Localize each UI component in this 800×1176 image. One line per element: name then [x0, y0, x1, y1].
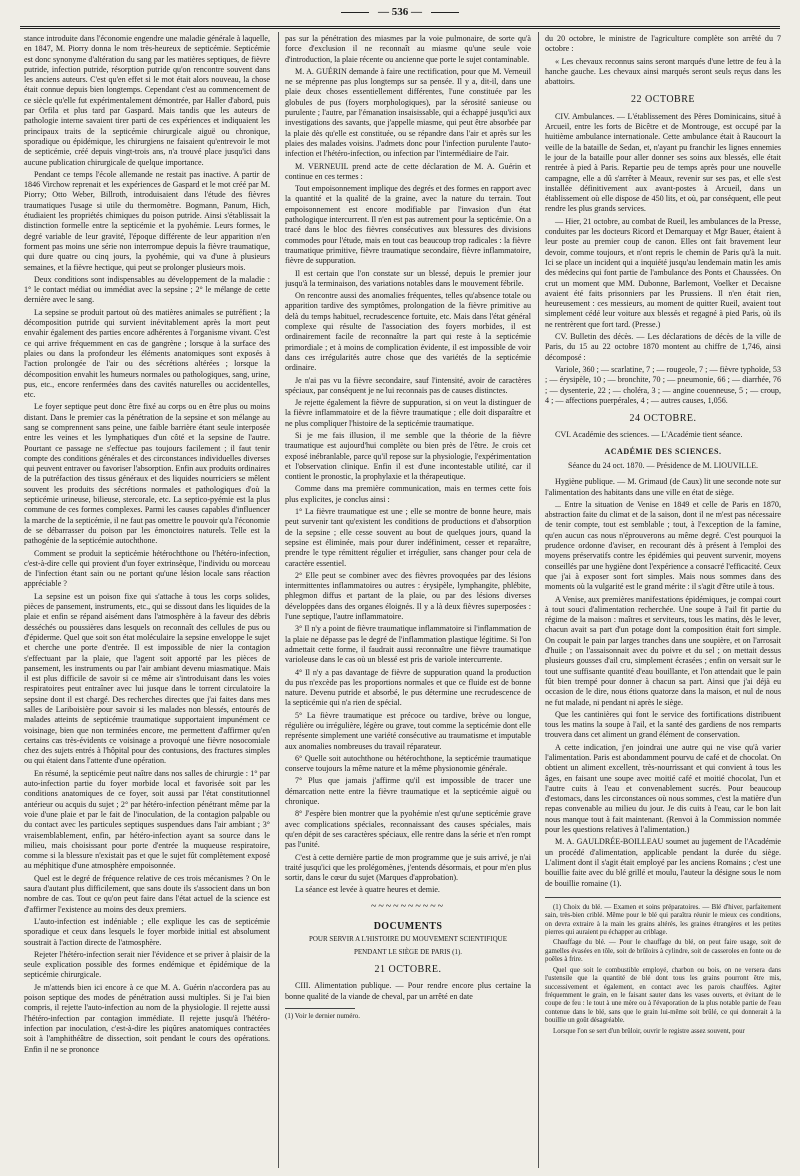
- paragraph: 4° Il n'y a pas davantage de fièvre de suppuration quand la production du pus n'excède pas les proportions normales et que ce fluide est de bonne nature. Devenu putride et absorbé, le pus détermine une recrudescence de la septicémie qui n'a rien de spécial.: [285, 667, 531, 708]
- paragraph: L'auto-infection est indéniable ; elle explique les cas de septicémie sporadique et ceux dans lesquels le foyer morbide initial est absolument soustrait à l'action directe de l'atmosphère.: [24, 916, 270, 947]
- paragraph: Variole, 360 ; — scarlatine, 7 ; — rougeole, 7 ; — fièvre typhoïde, 53 ; — érysipèle, 10 ; — bronchite, 70 ; — pneumonie, 66 ; — diarrhée, 76 ; — dysenterie, 22 ; — choléra, 3 ; — angine couenneuse, 5 ; — croup, 4 ; — affections puerpérales, 4 ; — autres causes, 1,056.: [545, 364, 781, 405]
- paragraph: « Les chevaux reconnus sains seront marqués d'une lettre de feu à la hanche gauche. Les chevaux ainsi marqués seront seuls reçus dans les abattoirs.: [545, 56, 781, 87]
- paragraph: 8° J'espère bien montrer que la pyohémie n'est qu'une septicémie grave avec complications spéciales, reconnaissant des causes spéciales, mais qu'en dépit de ses caractères spéciaux, elle rentre dans la série et n'en rompt pas l'unité.: [285, 809, 531, 850]
- page-number: — 536 —: [378, 6, 422, 18]
- session-line: Séance du 24 oct. 1870. — Présidence de M. LIOUVILLE.: [568, 460, 758, 470]
- paragraph: 3° Il n'y a point de fièvre traumatique inflammatoire si l'inflammation de la plaie ne dépasse pas le degré de l'inflammation plastique légitime. Si l'on admettait cette forme, il faudrait aussi reconnaître une fièvre traumatique varioleuse dans le cas où un blessé est pris de variole intercurrente.: [285, 624, 531, 665]
- academy-title: ACADÉMIE DES SCIENCES.: [604, 446, 722, 456]
- paragraph: Pendant ce temps l'école allemande ne restait pas inactive. A partir de 1846 Virchow reprenait et les expériences de Gaspard et le mot créé par M. Piorry; Otto Weber, Billroth, introduisaient dans l'étude des fièvres traumatiques l'usage si utile du thermomètre. Bogmann, Panum, Hich, étudiaient les propriétés chimiques du poison putride. Ainsi s'établissait la distinction formelle entre la septicémie et la pyohémie. Leurs formes, le degré variable de leur gravité, l'époque différente de leur apparition n'en forment pas moins une série non interrompue depuis la fièvre traumatique, qui dure quatre ou cinq jours, la pyohémie, qui va d'une à plusieurs semaines, et la fièvre hectique, qui peut se prolonger plusieurs mois.: [24, 169, 270, 272]
- paragraph: Tout empoisonnement implique des degrés et des formes en rapport avec la quantité et la qualité de la graine, avec la nature du terrain. Tout empoisonnement est encore modifiable par l'invasion d'un état pathologique intercurrent. Il n'en est pas autrement pour la septicémie. On a tracé dans le bloc des fièvres consécutives aux blessures des divisions commodes pour l'étude, mais en tout cas beaucoup trop radicales : la fièvre traumatique primitive, fièvre traumatique secondaire, fièvre inflammatoire, fièvre de suppuration.: [285, 184, 531, 266]
- paragraph: 6° Quelle soit autochthone ou hétérochthone, la septicémie traumatique conserve toujours la même nature et la même physionomie générale.: [285, 753, 531, 774]
- paragraph: Rejeter l'hétéro-infection serait nier l'évidence et se priver à plaisir de la seule explication possible des formes endémique et épidémique de la septicémie chirurgicale.: [24, 949, 270, 980]
- footnote-separator: [285, 1008, 355, 1009]
- footnote-separator: [545, 897, 781, 898]
- footnote-paragraph: Quel que soit le combustible employé, charbon ou bois, on ne versera dans l'ustensile que la quantité de blé dont tous les grains pourront être mis, successivement et également, en contact avec les parois chauffées. Agiter fréquemment le grain, en le faisant sauter dans les vases ouverts, et évitant de le coupe de feu : le tout à une mère ou à l'évaporation de la plus notable partie de l'eau contenue dans le blé, sans que le grain lui-même soit brûlé, ce qui donnerait à la bouillie un goût désagréable.: [545, 966, 781, 1025]
- paragraph: Le foyer septique peut donc être fixé au corps ou en être plus ou moins distant. Dans le premier cas la pénétration de la sepsine et son mélange au sang se comprennent sans peine, une faible barrière étant seule interposée entre les veines et les lymphatiques d'un côté et la sepsine de l'autre. Pourtant ce passage ne s'effectue pas toujours facilement ; il faut tenir compte des conditions générales et des circonstances individuelles diverses qui peuvent entraver ou favoriser l'absorption. Enfin aux produits ordinaires de la putréfaction des tissus généraux et des liquides nourriciers se mêlent souvent les produits des sécrétions normales et pathologiques d'où la septicémie urineuse, bilieuse, stercorale, etc. La septico-pyémie est la plus commune de ces formes complexes. Parmi les causes capables d'influencer la marche de la septicémie, il ne faut pas omettre le pouvoir qu'a l'économie de se débarrasser du poison par les émonctoires naturels. Telle est la pathogénie de la septicémie autochthone.: [24, 402, 270, 546]
- paragraph: Comment se produit la septicémie hétérochthone ou l'hétéro-infection, c'est-à-dire celle qui provient d'un foyer extrinsèque, l'individu ou morceau de l'infection étant sain ou ne portant qu'une lésion locale sans réaction appréciable ?: [24, 548, 270, 589]
- section-ornament: ~~~~~~~~~~: [370, 900, 446, 912]
- header-rule-right: [431, 12, 459, 13]
- paragraph: CIII. Alimentation publique. — Pour rendre encore plus certaine la bonne qualité de la viande de cheval, par un arrêté en date: [285, 981, 531, 1001]
- paragraph: Deux conditions sont indispensables au développement de la maladie : 1° le contact médiat ou immédiat avec la sepsine ; 2° le mélange de cette dernière avec le sang.: [24, 274, 270, 305]
- paragraph: La séance est levée à quatre heures et demie.: [295, 885, 440, 895]
- paragraph: CVI. Académie des sciences. — L'Académie tient séance.: [555, 430, 743, 440]
- paragraph: C'est à cette dernière partie de mon programme que je suis arrivé, je n'ai traité jusqu'ici que les prolégomènes, j'entends désormais, et pour m'en plus sortir, dans le cœur du sujet (Marques d'approbation).: [285, 852, 531, 883]
- paragraph: stance introduite dans l'économie engendre une maladie générale à laquelle, en 1847, M. Piorry donna le nom très-heureux de septicémie. Septicémie est donc synonyme d'altération du sang par les matières septiques, de fièvre putride, infection putride, résorption putride qu'on rencontre souvent dans les anciens auteurs. C'est qu'en effet si le mot était alors nouveau, la chose était connue depuis bien longtemps. Cependant c'est au commencement de ce siècle qu'elle fut expérimentalement démontrée, par Haller d'abord, puis par Orfila et plus tard par Gaspard. Mais tandis que les auteurs de pathologie interne savaient tirer parti de ces expériences et indiquaient les principaux traits de la septicémie chirurgicale aiguë ou chronique, sporadique ou épidémique, les chirurgiens ne faisaient qu'entrevoir le mot de septicémie, créé depuis vingt-trois ans, n'a trouvé place jusqu'ici dans aucune publication chirurgicale de quelque importance.: [24, 34, 270, 167]
- paragraph: La sepsine se produit partout où des matières animales se putréfient ; la décomposition putride qui survient inévitablement après la mort peut envahir également des parties encore adhérentes à l'organisme vivant. C'est ce qui arrive fréquemment en cas de gangrène ; lorsque à la surface des plaies ou dans la profondeur les éléments anatomiques sont exposés à l'action prolongée de l'air ou des sécrétions altérées ; lorsque la décomposition envahit les humeurs normales ou pathologiques, sang, urine, pus, etc., encore renfermées dans des cavités naturelles ou accidentelles, etc.: [24, 307, 270, 400]
- paragraph: — Hier, 21 octobre, au combat de Rueil, les ambulances de la Presse, conduites par les docteurs Ricord et Demarquay et Mgr Bauer, étaient à leur poste au premier coup de canon. Elles ont fait bravement leur devoir, comme toujours, et n'ont repris le chemin de Paris qu'à la nuit. Ici se place un incident qui a inquiété jusqu'au lendemain matin les amis des médecins qui font partie de l'ambulance des Ponts et Chaussées. On crut un moment que MM. Dubonne, Barlemont, Voelker et Decaisne avaient été faits prisonniers par les Prussiens. Il n'en était rien, heureusement : ces messieurs, au moment de quitter Rueil, avaient tout simplement cédé leur voiture aux blessés et regagné à pied Paris, où ils ne rentrèrent que fort tard. (Presse.): [545, 216, 781, 329]
- paragraph: En résumé, la septicémie peut naître dans nos salles de chirurgie : 1° par auto-infection partie du foyer morbide local et favorisée soit par les conditions anatomiques de ce foyer, soit aussi par l'état constitutionnel antérieur ou acquis du sujet ; 2° par hétéro-infection pénétrant même par la voie d'une plaie et par le fait de l'inoculation, de la contagion palpable ou du contact avec les particules septiques suspendues dans l'air ambiant ; 3° vraisemblablement, enfin, par hétéro-infection ayant sa source dans le milieu, mais choisissant pour porte d'entrée la muqueuse respiratoire, comme si la blessure n'existait pas et que le sujet fût complètement exposé au méphitique d'une atmosphère empoisonnée.: [24, 768, 270, 871]
- documents-subtitle-2: PENDANT LE SIÈGE DE PARIS (1).: [353, 947, 463, 956]
- paragraph: M. A. GUÉRIN demande à faire une rectification, pour que M. Verneuil ne se méprenne pas plus longtemps sur sa pensée. Il y a, dit-il, dans une plaie deux choses essentiellement différentes, l'une constituée par les globules de pus (foyers morphologiques), par la sérosité sanieuse ou purulente ; l'autre, par l'émanation insaisissable, qui a échappé jusqu'ici aux investigations des savants, que j'appelle miasme, qui peut être absorbée par la plaie dès qu'elle est constituée, ou se répandre dans l'air et après sur les plaies des malades voisins. J'admets donc pour l'infection purulente l'auto-infection et l'hétéro-infection, ou infection par l'intermédiaire de l'air.: [285, 66, 531, 159]
- footnote: (1) Voir le dernier numéro.: [285, 1011, 360, 1020]
- paragraph: Je m'attends bien ici encore à ce que M. A. Guérin n'accordera pas au poison septique des modes de pénétration aussi multiples. Si je l'ai bien compris, il rejette l'auto-infection au nom de la physiologie. Il rejette aussi l'hétéro-infection par contagion immédiate. Il rejette jusqu'à l'hétéro-infection par inoculation, c'est-à-dire les piqûres anatomiques contractées soit à l'amphithéâtre de dissection, soit pendant le cours des opérations. Enfin il ne se prononce: [24, 982, 270, 1054]
- paragraph: du 20 octobre, le ministre de l'agriculture complète son arrêté du 7 octobre :: [545, 34, 781, 54]
- footnote-paragraph: Chauffage du blé. — Pour le chauffage du blé, on peut faire usage, soit de gamelles évasées en tôle, soit de brûloirs à cylindre, soit de casseroles en fonte ou de poêles à frire.: [545, 939, 781, 964]
- documents-title: DOCUMENTS: [373, 921, 443, 933]
- footnote-paragraph: (1) Choix du blé. — Examen et soins préparatoires. — Blé d'hiver, parfaitement sain, très-bien criblé. Même pour le blé qui paraîtra réunir le mieux ces conditions, on devra extraire à la main les grains altérés, les graines étrangères et les petites pierres qui auraient pu échapper au criblage.: [545, 903, 781, 937]
- page-header: [20, 6, 780, 29]
- paragraph: Si je me fais illusion, il me semble que la théorie de la fièvre traumatique est aujourd'hui complète ou bien près de l'être. Je crois cet exposé inébranlable, parce qu'il repose sur la physiologie, l'expérimentation et l'observation clinique. Enfin il est d'une incontestable utilité, car il contient le pronostic, la prophylaxie et la thérapeutique.: [285, 430, 531, 482]
- column-divider-2: [538, 32, 539, 1168]
- documents-subtitle-1: POUR SERVIR A L'HISTOIRE DU MOUVEMENT SCIENTIFIQUE: [308, 935, 507, 944]
- column-1: [24, 34, 270, 1166]
- footnote-block: [545, 904, 781, 1036]
- paragraph: Je rejette également la fièvre de suppuration, si on veut la distinguer de la fièvre inflammatoire et de la fièvre traumatique ; elle doit disparaître et ne plus compliquer l'histoire de la septicémie traumatique.: [285, 398, 531, 428]
- paragraph: ... Entre la situation de Venise en 1849 et celle de Paris en 1870, abstraction faite du climat et de la saison, dont il ne m'est pas nécessaire de tenir compte, tout est semblable ; tout, à l'exception de la famine, qu'en aucun cas nous n'éprouverons au même degré. C'est pourquoi la prudence ordonne d'aviser, en recourant dès à présent à l'emploi des moyens préservatifs contre les épidémies qui peuvent survenir, moyens conseillés par une hygiène dont l'expérience a consacré l'efficacité. Ceux que j'ai à exposer sont fort simples. Mais nous sommes dans des moments où la vulgarité est le grand mérite : il s'agit d'être utile à tous.: [545, 499, 781, 592]
- date-heading-22-october: 22 OCTOBRE: [631, 94, 695, 106]
- paragraph: M. A. GAULDRÉE-BOILLEAU soumet au jugement de l'Académie un procédé d'alimentation, applicable pendant la durée du siège. L'aliment dont il s'agit était employé par les anciens Romains ; c'est une bouillie faite avec du blé grillé et moulu, l'auteur la désigne sous le nom de bouillie romaine (1).: [545, 837, 781, 888]
- column-2: [285, 34, 531, 1166]
- paragraph: A cette indication, j'en joindrai une autre qui ne vise qu'à varier l'alimentation. Paris est abondamment pourvu de café et de chocolat. On obtient un aliment excellent, très-nourrissant et qui convient à tous les âges, en faisant une soupe avec moitié café et moitié chocolat, l'un et l'autre cuits à l'eau et convenablement sucrés. Pour beaucoup d'estomacs, dans les circonstances où nous sommes, c'est la matière d'un repas convenable au milieu du jour. Je dis cuits à l'eau, car le bon lait nous manque tout à fait maintenant. (Renvoi à la Commission nommée pour les questions relatives à l'alimentation.): [545, 742, 781, 835]
- paragraph: Comme dans ma première communication, mais en termes cette fois plus explicites, je conclus ainsi :: [285, 484, 531, 504]
- paragraph: Hygiène publique. — M. Grimaud (de Caux) lit une seconde note sur l'alimentation des habitants dans une ville en état de siège.: [545, 477, 781, 497]
- paragraph: CV. Bulletin des décès. — Les déclarations de décès de la ville de Paris, du 15 au 22 octobre 1870 montent au chiffre de 1,746, ainsi décomposé :: [545, 332, 781, 362]
- paragraph: 5° La fièvre traumatique est précoce ou tardive, brève ou longue, régulière ou irrégulière, légère ou grave, tout comme la septicémie dont elle représente simplement une variété consécutive au traumatisme et imputable aux anomalies nombreuses du travail réparateur.: [285, 710, 531, 751]
- paragraph: A Venise, aux premières manifestations épidémiques, je compai court à tout souci d'alimentation recherchée. Une soupe à l'ail fit partie du régime de la maison : maîtres et serviteurs, tous les matins, dès le lever, chacun avait sa part d'un potage dont la composition était fort simple. On coupait le pain par larges tranches dans une soupière, et on l'arrosait d'huile ; on l'assaisonnait avec du poivre et du sel ; on mettait dessus plusieurs gousses d'ail cru, simplement écrasées ; enfin on versait sur le tout une suffisante quantité d'eau bouillante, et l'on attendait que le pain fût bien trempé pour donner à chacun sa part. Ainsi que j'ai déjà eu occasion de le dire, nous étions quatorze dans la maison, et nul de nous ne fut malade, ni pendant ni après le siège.: [545, 594, 781, 707]
- paragraph: CIV. Ambulances. — L'établissement des Pères Dominicains, situé à Arcueil, entre les forts de Bicêtre et de Montrouge, est occupé par la huitième ambulance internationale. Cette ambulance était à Raucourt la veille de la bataille de Sedan, et, n'ayant pu franchir les lignes ennemies le jour de la bataille pour aller donner ses soins aux blessés, elle était rentrée à pied à Paris. Repartie peu de temps après pour une nouvelle campagne, elle a dû s'arrêter à Meaux, revenir sur ses pas, et elle s'est installée définitivement aux avant-postes à Arcueil, dans un établissement où elle dispose de 450 lits, et où, par conséquent, elle peut rendre les plus grands services.: [545, 111, 781, 214]
- date-heading-21-october: 21 OCTOBRE.: [374, 963, 442, 975]
- paragraph: La sepsine est un poison fixe qui s'attache à tous les corps solides, pièces de pansement, instruments, etc., qui se dissout dans les liquides de la plaie et enfin se répand aisément dans l'atmosphère à la faveur des débris desséchés ou poussières dans lesquels on reconnaît des cellules de pus ou d'épiderme. Quel que soit son état moléculaire la sepsine enveloppe le sujet et cherche une porte d'entrée. Il est impossible de nier la contagion s'effectuant par la plaie, que l'agent soit apporté par les pièces de pansement, les instruments ou par l'air ambiant devenu miasmatique. Mais il est plus difficile de savoir si ce même air s'introduisant dans les voies respiratoires peut entraîner avec lui jusque dans le torrent circulatoire la sepsine dont il est chargé. Des recherches directes que j'ai faites dans mes salles de Lariboisière pour savoir si les malades non blessés, entourés de malades atteints de septicémie traumatique supportaient impunément ce voisinage, bien que non terminées encore, me permettent d'affirmer qu'en certains cas très-évidents ce voisinage a provoqué une fièvre nosocomiale chez des sujets entrés à l'hôpital pour des contusions, des fractures simples ou qui étaient dans l'attente d'une opération.: [24, 591, 270, 766]
- footnote-paragraph: Lorsque l'on se sert d'un brûloir, ouvrir le registre assez souvent, pour: [553, 1027, 745, 1035]
- paragraph: Quel est le degré de fréquence relative de ces trois mécanismes ? On le saura d'autant plus difficilement, que sans doute ils s'associent dans un bon nombre de cas. Tout ce qu'on peut faire dans l'état actuel de la science est d'affirmer l'existence au moins des deux premiers.: [24, 873, 270, 914]
- paragraph: Je n'ai pas vu la fièvre secondaire, sauf l'intensité, avoir de caractères spéciaux, par conséquent je ne lui reconnais pas de causes distinctes.: [285, 375, 531, 395]
- paragraph: pas sur la pénétration des miasmes par la voie pulmonaire, de sorte qu'à force d'exclusion il ne reconnaît au miasme qu'une seule voie d'introduction, la plaie récente ou ancienne que porte le sujet contaminable.: [285, 34, 531, 64]
- paragraph: 2° Elle peut se combiner avec des fièvres provoquées par des lésions intermittentes inflammatoires ou autres : érysipèle, lymphangite, phlébite, phlegmon diffus et partant de la plaie, ou par des lésions diverses développées dans des organes éloignés. Il y a là deux fièvres superposées : l'une septique, l'autre inflammatoire.: [285, 570, 531, 622]
- date-heading-24-october: 24 OCTOBRE.: [629, 413, 697, 425]
- paragraph: 1° La fièvre traumatique est une ; elle se montre de bonne heure, mais peut survenir tant qu'existent les conditions de productions et d'absorption de la sepsine ; elle cesse souvent au bout de quelques jours, quand la sepsine est éliminée, mais pour durer indéfiniment, cesser et reparaître, prendre le type rémittent régulier et irrégulier, sans changer pour cela de caractère essentiel.: [285, 507, 531, 568]
- header-rule-left: [341, 12, 369, 13]
- paragraph: M. VERNEUIL prend acte de cette déclaration de M. A. Guérin et continue en ces termes :: [285, 161, 531, 181]
- column-3: [545, 34, 781, 1166]
- paragraph: 7° Plus que jamais j'affirme qu'il est impossible de tracer une démarcation nette entre la fièvre traumatique et la septicémie aiguë ou chronique.: [285, 776, 531, 807]
- paragraph: Que les cantinières qui font le service des fortifications distribuent tous les matins la soupe à l'ail, et la santé des gardiens de nos remparts trouvera dans cet aliment un grand élément de conservation.: [545, 709, 781, 740]
- column-divider-1: [278, 32, 279, 1168]
- paragraph: On rencontre aussi des anomalies fréquentes, telles qu'absence totale ou apparition tardive des symptômes, prolongation de la fièvre primitive au delà du temps habituel, recrudescence fortuite, etc. Mais dans l'état général complexe qui résulte de l'association des foyers morbides, il est ordinairement facile de reconnaître la part qui reste à la septicémie primordiale ; et à moins de complication évidente, il est impossible de voir dans ces irrégularités autre chose que des variétés de la septicémie ordinaire.: [285, 291, 531, 373]
- paragraph: Il est certain que l'on constate sur un blessé, depuis le premier jour jusqu'à la terminaison, des variations notables dans le mouvement fébrile.: [285, 268, 531, 288]
